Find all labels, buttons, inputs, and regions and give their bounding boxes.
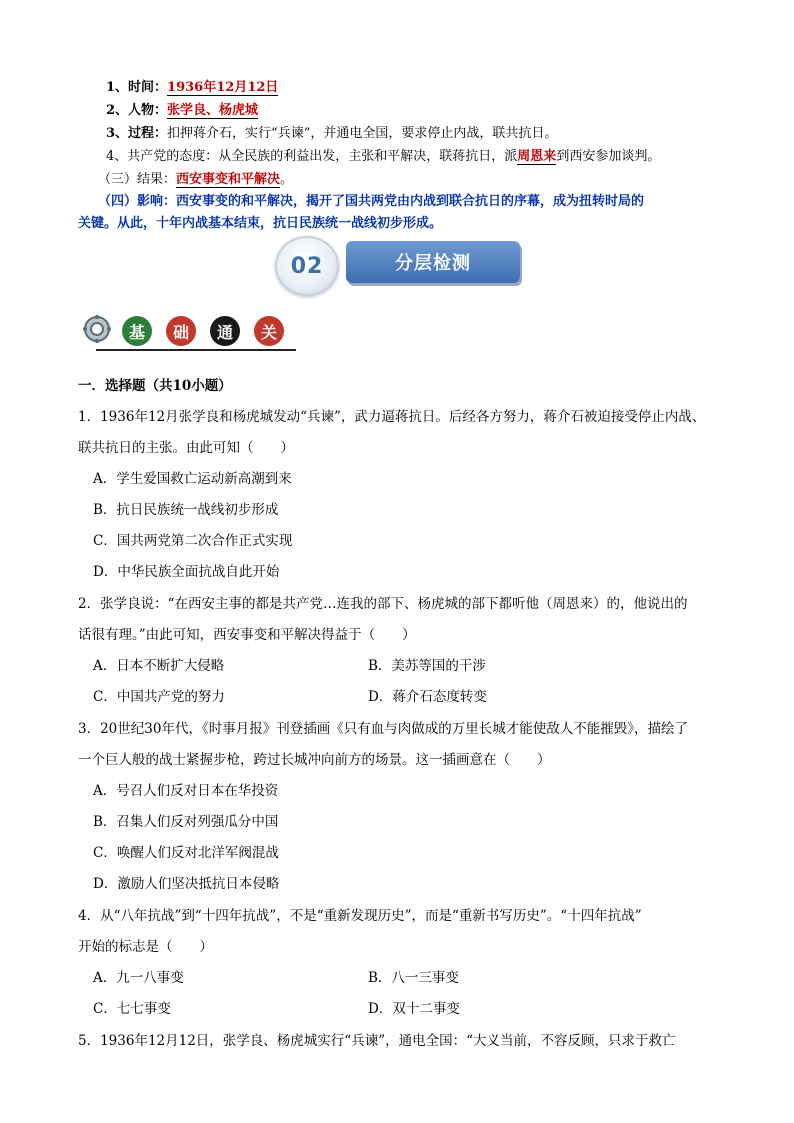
recap-impact-row-2 — [78, 213, 723, 235]
gear-icon — [82, 314, 112, 344]
section-number-badge — [275, 236, 339, 296]
q2-option-c[interactable]: C．中国共产党的努力 — [93, 689, 225, 705]
recap-process-row — [78, 122, 723, 145]
recap-process-text: 扣押蒋介石，实行“兵谏”，并通电全国，要求停止内战，联共抗日。 — [167, 126, 558, 141]
q1-option-c[interactable]: C．国共两党第二次合作正式实现 — [93, 533, 293, 549]
q4-stem-line-2: 开始的标志是（ ） — [78, 939, 213, 955]
q1-option-a[interactable]: A．学生爱国救亡运动新高潮到来 — [93, 471, 292, 487]
badge-underline — [96, 349, 296, 351]
q4-option-a[interactable]: A．九一八事变 — [93, 970, 184, 986]
q1-option-d[interactable]: D．中华民族全面抗战自此开始 — [93, 564, 280, 580]
recap-impact-row-1 — [78, 191, 723, 213]
foundation-badges — [80, 312, 302, 352]
q4-option-b[interactable]: B．八一三事变 — [368, 970, 459, 986]
q3-option-c[interactable]: C．唤醒人们反对北洋军阀混战 — [93, 845, 279, 861]
q4-stem-line-1: 4．从“八年抗战”到“十四年抗战”，不是“重新发现历史”，而是“重新书写历史”。“十四年抗战” — [78, 908, 642, 924]
section-number: 02 — [290, 253, 324, 279]
q2-option-b[interactable]: B．美苏等国的干涉 — [368, 658, 486, 674]
recap-attitude-label: 4、共产党的态度： — [106, 149, 219, 164]
q3-option-a[interactable]: A．号召人们反对日本在华投资 — [93, 783, 279, 799]
badge-ji: 基 — [122, 316, 152, 346]
section-title-banner — [346, 241, 520, 283]
q2-stem-line-1: 2．张学良说：“在西安主事的都是共产党…连我的部下、杨虎城的部下都听他（周恩来）的，他说出的 — [78, 596, 688, 612]
recap-result-row — [78, 168, 723, 191]
recap-result-end: 。 — [280, 172, 294, 187]
recap-result-value: 西安事变和平解决 — [176, 172, 281, 187]
recap-people-value: 张学良、杨虎城 — [167, 103, 259, 118]
section-title: 分层检测 — [395, 253, 471, 274]
q3-option-d[interactable]: D．激励人们坚决抵抗日本侵略 — [93, 876, 280, 892]
recap-people-row — [78, 99, 723, 122]
section-heading: 一．选择题（共10小题） — [78, 378, 232, 394]
recap-attitude-text-a: 从全民族的利益出发，主张和平解决，联蒋抗日，派 — [218, 149, 518, 164]
recap-attitude-row — [78, 145, 723, 168]
q3-stem-line-1: 3．20世纪30年代，《时事月报》刊登插画《只有血与肉做成的万里长城才能使敌人不能摧毁》，描绘了 — [78, 721, 688, 737]
q3-stem-line-2: 一个巨人般的战士紧握步枪，跨过长城冲向前方的场景。这一插画意在（ ） — [78, 752, 551, 768]
q5-stem-line-1: 5．1936年12月12日，张学良、杨虎城实行“兵谏”，通电全国：“大义当前，不容反顾，只求于救亡 — [78, 1033, 676, 1049]
recap-impact-text-2: 关键。从此，十年内战基本结束，抗日民族统一战线初步形成。 — [78, 216, 443, 231]
q1-option-b[interactable]: B．抗日民族统一战线初步形成 — [93, 502, 279, 518]
recap-impact-label: （四）影响： — [98, 194, 177, 209]
recap-time-label: 1、时间： — [106, 80, 168, 95]
q1-stem-line-1: 1．1936年12月张学良和杨虎城发动“兵谏”，武力逼蒋抗日。后经各方努力，蒋介石被迫接受停止内战、 — [78, 409, 706, 425]
badge-tong: 通 — [210, 316, 240, 346]
recap-process-label: 3、过程： — [106, 126, 168, 141]
recap-impact-text-1: 西安事变的和平解决，揭开了国共两党由内战到联合抗日的序幕，成为扭转时局的 — [176, 194, 645, 209]
q4-option-c[interactable]: C．七七事变 — [93, 1001, 171, 1017]
q3-option-b[interactable]: B．召集人们反对列强瓜分中国 — [93, 814, 279, 830]
q2-stem-line-2: 话很有理。”由此可知，西安事变和平解决得益于（ ） — [78, 627, 416, 643]
recap-people-label: 2、人物： — [106, 103, 168, 118]
q2-option-d[interactable]: D．蒋介石态度转变 — [368, 689, 487, 705]
q2-option-a[interactable]: A．日本不断扩大侵略 — [93, 658, 225, 674]
q4-option-d[interactable]: D．双十二事变 — [368, 1001, 460, 1017]
badge-chu: 础 — [166, 316, 196, 346]
knowledge-recap — [78, 76, 723, 235]
badge-guan: 关 — [254, 316, 284, 346]
recap-time-value: 1936年12月12日 — [167, 80, 279, 95]
recap-attitude-text-b: 到西安参加谈判。 — [556, 149, 661, 164]
recap-time-row — [78, 76, 723, 99]
recap-attitude-person: 周恩来 — [517, 149, 557, 164]
recap-result-label: （三）结果： — [98, 172, 177, 187]
q1-stem-line-2: 联共抗日的主张。由此可知（ ） — [78, 440, 294, 456]
